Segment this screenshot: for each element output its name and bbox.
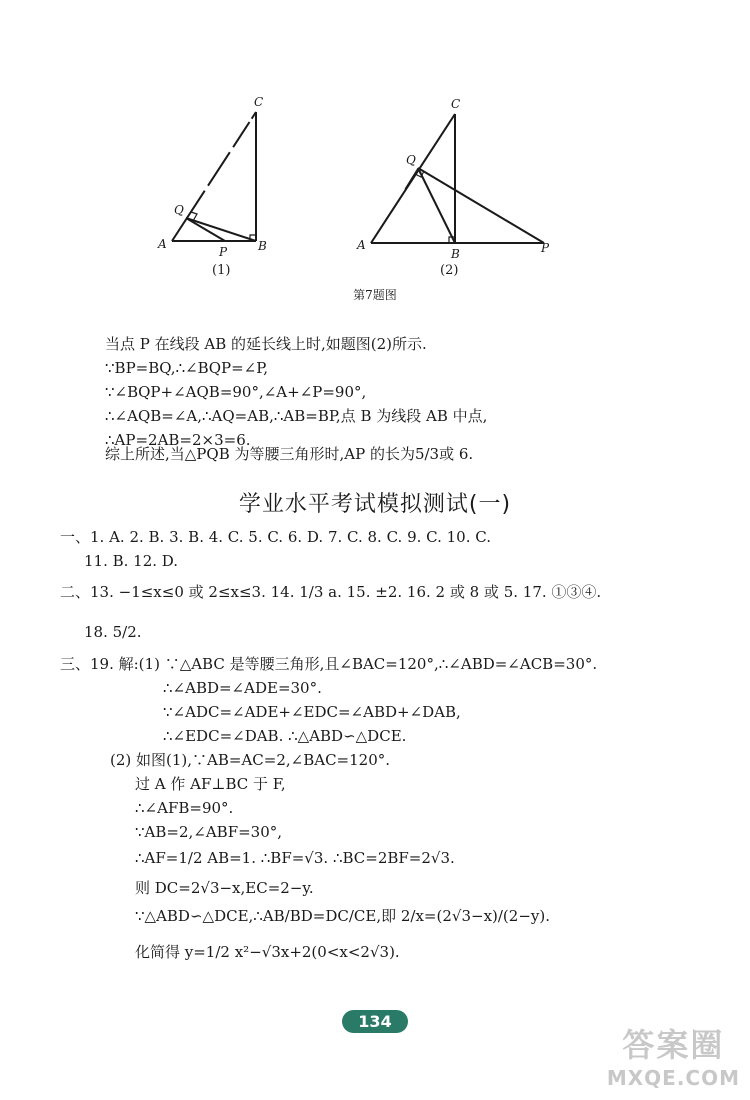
page-number-text: 134 (342, 1010, 407, 1033)
text-line-6: 综上所述,当△PQB 为等腰三角形时,AP 的长为5/3或 6. (105, 445, 474, 463)
solution-line-1: 三、19. 解:(1) ∵△ABC 是等腰三角形,且∠BAC=120°,∴∠ABD=∠ACB=30°. (60, 655, 598, 673)
fig1-label-B: B (258, 239, 267, 253)
watermark (607, 1020, 740, 1090)
solution-line-9: ∴AF=1/2 AB=1. ∴BF=√3. ∴BC=2BF=2√3. (135, 849, 455, 867)
solution-line-5: (2) 如图(1),∵AB=AC=2,∠BAC=120°. (110, 751, 391, 769)
answers-line-4: 18. 5/2. (84, 623, 142, 641)
solution-line-10: 则 DC=2√3−x,EC=2−y. (135, 879, 314, 897)
solution-line-6: 过 A 作 AF⊥BC 于 F, (135, 775, 286, 793)
fig2-label-P: P (541, 241, 550, 255)
fig2-label-C: C (451, 97, 461, 111)
solution-line-8: ∵AB=2,∠ABF=30°, (135, 823, 283, 841)
solution-line-2: ∴∠ABD=∠ADE=30°. (163, 679, 322, 697)
fig2-label-B: B (451, 247, 460, 261)
text-line-1: 当点 P 在线段 AB 的延长线上时,如题图(2)所示. (105, 335, 427, 353)
text-line-3: ∵∠BQP+∠AQB=90°,∠A+∠P=90°, (105, 383, 367, 401)
fig2-caption: (2) (440, 263, 459, 278)
fig2-label-A: A (357, 238, 366, 252)
fig1-label-C: C (254, 95, 264, 109)
geometry-figures (0, 0, 750, 320)
fig1-label-A: A (158, 237, 167, 251)
fig2-label-Q: Q (406, 153, 416, 167)
figure-2 (371, 114, 544, 243)
solution-line-4: ∴∠EDC=∠DAB. ∴△ABD∽△DCE. (163, 727, 407, 745)
fig1-label-P: P (219, 245, 228, 259)
text-line-4: ∴∠AQB=∠A,∴AQ=AB,∴AB=BP,点 B 为线段 AB 中点, (105, 407, 488, 425)
text-line-2: ∵BP=BQ,∴∠BQP=∠P, (105, 359, 269, 377)
solution-line-3: ∵∠ADC=∠ADE+∠EDC=∠ABD+∠DAB, (163, 703, 461, 721)
fig1-label-Q: Q (174, 203, 184, 217)
section-title: 学业水平考试模拟测试(一) (238, 492, 512, 517)
fig1-caption: (1) (212, 263, 231, 278)
watermark-top: 答案圈 (622, 1026, 725, 1064)
watermark-bottom: MXQE.COM (606, 1066, 740, 1090)
figure-caption: 第7题图 (353, 288, 397, 302)
solution-line-7: ∴∠AFB=90°. (135, 799, 234, 817)
solution-line-12: 化简得 y=1/2 x²−√3x+2(0<x<2√3). (135, 943, 400, 961)
answers-line-2: 11. B. 12. D. (84, 552, 179, 570)
text-line-5: ∴AP=2AB=2×3=6. (105, 431, 251, 449)
figure-1 (172, 112, 256, 241)
answers-line-1: 一、1. A. 2. B. 3. B. 4. C. 5. C. 6. D. 7. C. 8. C. 9. C. 10. C. (60, 528, 491, 546)
solution-line-11: ∵△ABD∽△DCE,∴AB/BD=DC/CE,即 2/x=(2√3−x)/(2−y). (135, 907, 550, 925)
answers-line-3: 二、13. −1≤x≤0 或 2≤x≤3. 14. 1/3 a. 15. ±2. 16. 2 或 8 或 5. 17. ①③④. (60, 583, 602, 601)
